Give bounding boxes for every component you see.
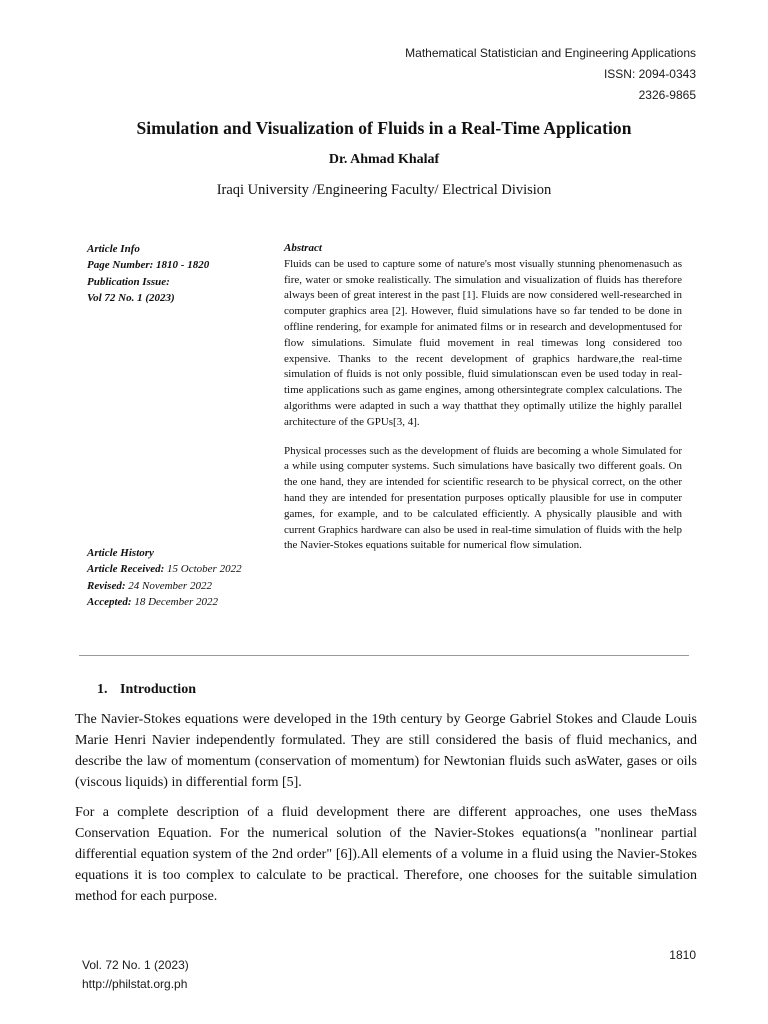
journal-name: Mathematical Statistician and Engineering Applications	[405, 46, 696, 60]
paper-title: Simulation and Visualization of Fluids in a Real-Time Application	[136, 118, 632, 138]
publication-issue-label: Publication Issue:	[87, 275, 170, 288]
volume-issue: Vol 72 No. 1 (2023)	[87, 291, 175, 304]
section-title: Introduction	[120, 682, 196, 697]
accepted-label: Accepted:	[87, 595, 132, 608]
abstract-paragraph: Fluids can be used to capture some of nature's most visually stunning phenomenasuch as fire, water or smoke realistically. The simulation and visualization of fluids has therefore always been of great interest in the past [1]. Fluids are now considered well-researched in computer graphics area [2]. However, fluid simulations have so far tended to be done in offline rendering, for example for animated films or in research and developmentused for flow simulations. Simulate fluid movement in real timewas long considered too expensive. Thanks to the recent development of graphics hardware,the real-time simulation of fluids is not only possible, fluid simulationscan even be used today in real-time applications such as game engines, among othersintegrate complex calculations. The algorithms were adapted in such a way thatthat they optimally utilize the highly parallel architecture of the GPUs[3, 4].	[284, 257, 682, 428]
section-divider	[79, 655, 689, 656]
accepted-value: 18 December 2022	[134, 595, 219, 608]
body-paragraph: For a complete description of a fluid development there are different approaches, one uses theMass Conservation Equation. For the numerical solution of the Navier-Stokes equations(a "nonlinear partial differential equation system of the 2nd order" [6]).All elements of a volume in a fluid using the Navier-Stokes equations it is too complex to calculate to be practical. Therefore, one chooses for the suitable simulation method for each purpose.	[75, 805, 697, 904]
revised-label: Revised:	[87, 579, 126, 592]
article-history	[87, 545, 287, 610]
author-affiliation: Iraqi University /Engineering Faculty/ Electrical Division	[216, 182, 552, 198]
issn-print: ISSN: 2094-0343	[603, 67, 696, 81]
section-number: 1.	[97, 682, 108, 697]
section-heading-introduction	[97, 682, 196, 698]
article-history-heading: Article History	[87, 547, 154, 559]
received-value: 15 October 2022	[167, 563, 242, 576]
issn-online: 2326-9865	[638, 88, 696, 102]
abstract-paragraph: Physical processes such as the development of fluids are becoming a whole Simulated for a while using computer systems. Such simulations have basically two different goals. On the one hand, they are intended for scientific research to be physical correct, on the other hand they are intended for presentation purposes optically plausible for use in computer games, for example, and to be calculated efficiently. A physically plausible and with current Graphics hardware can also be used in real-time simulation of fluids with the help the Navier-Stokes equations suitable for numerical flow simulation.	[284, 444, 682, 552]
footer-url[interactable]: http://philstat.org.ph	[82, 977, 188, 991]
abstract-heading: Abstract	[284, 242, 322, 254]
footer	[82, 956, 189, 994]
revised-date	[87, 578, 287, 594]
introduction-body	[75, 709, 697, 907]
journal-header	[405, 43, 696, 106]
received-label: Article Received:	[87, 563, 165, 576]
revised-value: 24 November 2022	[128, 579, 212, 592]
received-date	[87, 561, 287, 577]
abstract	[284, 241, 682, 554]
article-info	[87, 241, 277, 306]
page-number-range: Page Number: 1810 - 1820	[87, 259, 210, 272]
body-paragraph: The Navier-Stokes equations were developed in the 19th century by George Gabriel Stokes and Claude Louis Marie Henri Navier independently formulated. They are still considered the basis of fluid mechanics, and describe the law of momentum (conservation of momentum) for Newtonian fluids such asWater, gases or oils (viscous liquids) in differential form [5].	[75, 712, 697, 790]
accepted-date	[87, 594, 287, 610]
author-name: Dr. Ahmad Khalaf	[328, 152, 440, 167]
page-number: 1810	[669, 948, 696, 962]
article-info-heading: Article Info	[87, 243, 140, 255]
footer-volume: Vol. 72 No. 1 (2023)	[82, 958, 189, 972]
